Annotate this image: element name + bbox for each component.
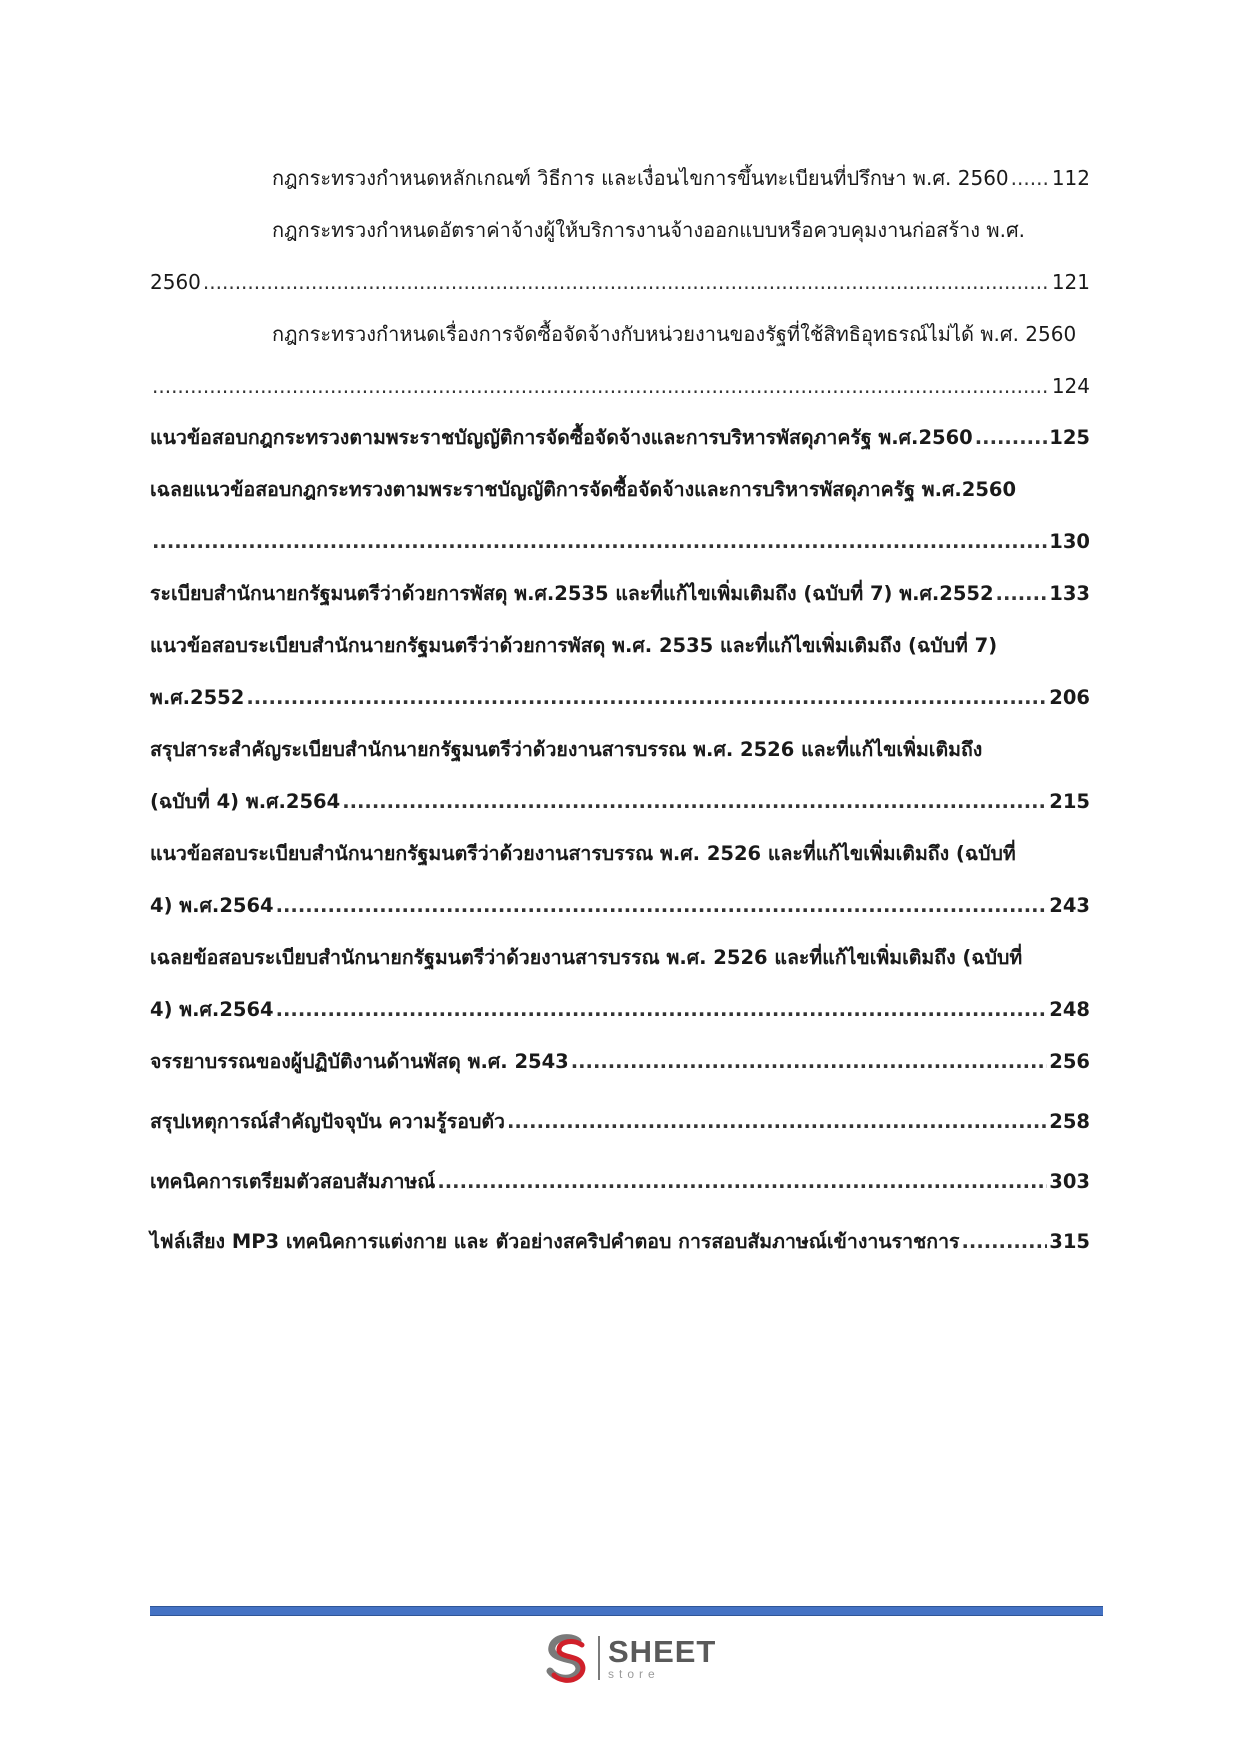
toc-entry[interactable] xyxy=(150,620,1090,724)
toc-entry-title: กฎกระทรวงกำหนดหลักเกณฑ์ วิธีการ และเงื่อนไขการขึ้นทะเบียนที่ปรึกษา พ.ศ. 2560 xyxy=(272,166,1009,190)
logo-subtitle: store xyxy=(608,1667,660,1681)
toc-leader-dots xyxy=(276,880,1048,932)
logo-separator xyxy=(598,1636,600,1680)
toc-entry[interactable] xyxy=(150,1036,1090,1088)
toc-entry[interactable] xyxy=(150,932,1090,1036)
toc-entry-title: แนวข้อสอบระเบียบสำนักนายกรัฐมนตรีว่าด้วยการพัสดุ พ.ศ. 2535 และที่แก้ไขเพิ่มเติมถึง (ฉบับที่ 7) xyxy=(150,634,998,657)
sheet-store-logo-mark-icon xyxy=(540,1631,594,1685)
toc-entry-title: สรุปสาระสำคัญระเบียบสำนักนายกรัฐมนตรีว่าด้วยงานสารบรรณ พ.ศ. 2526 และที่แก้ไขเพิ่มเติมถึง xyxy=(150,738,983,761)
toc-entry-title: ไฟล์เสียง MP3 เทคนิคการแต่งกาย และ ตัวอย่างสคริปคำตอบ การสอบสัมภาษณ์เข้างานราชการ xyxy=(150,1230,960,1253)
sheet-store-logo xyxy=(540,1628,716,1688)
toc-entry-title: จรรยาบรรณของผู้ปฏิบัติงานด้านพัสดุ พ.ศ. 2543 xyxy=(150,1050,569,1073)
logo-wordmark xyxy=(608,1636,716,1680)
toc-page-number: 215 xyxy=(1049,790,1090,813)
toc-leader-dots xyxy=(507,1096,1047,1148)
toc-entry-title-continued: 4) พ.ศ.2564 xyxy=(150,894,274,917)
toc-leader-dots xyxy=(437,1156,1047,1208)
toc-entry[interactable] xyxy=(150,464,1090,568)
toc-leader-dots xyxy=(246,672,1047,724)
toc-page-number: 124 xyxy=(1051,374,1090,398)
toc-entry[interactable] xyxy=(150,412,1090,464)
toc-leader-dots xyxy=(152,516,1047,568)
toc-entry-title: เทคนิคการเตรียมตัวสอบสัมภาษณ์ xyxy=(150,1170,436,1193)
toc-leader-dots xyxy=(152,360,1050,412)
toc-page-number: 243 xyxy=(1049,894,1090,917)
toc-entry-title: เฉลยข้อสอบระเบียบสำนักนายกรัฐมนตรีว่าด้วยงานสารบรรณ พ.ศ. 2526 และที่แก้ไขเพิ่มเติมถึง (ฉบับที่ xyxy=(150,946,1023,969)
toc-page-number: 258 xyxy=(1049,1110,1090,1133)
toc-leader-dots xyxy=(975,412,1048,464)
toc-entry-title: แนวข้อสอบกฎกระทรวงตามพระราชบัญญัติการจัดซื้อจัดจ้างและการบริหารพัสดุภาครัฐ พ.ศ.2560 xyxy=(150,426,973,449)
toc-page-number: 130 xyxy=(1049,530,1090,553)
toc-page-number: 206 xyxy=(1049,686,1090,709)
toc-leader-dots xyxy=(342,776,1047,828)
toc-entry-title: ระเบียบสำนักนายกรัฐมนตรีว่าด้วยการพัสดุ พ.ศ.2535 และที่แก้ไขเพิ่มเติมถึง (ฉบับที่ 7) พ.ศ.2552 xyxy=(150,582,994,605)
toc-entry[interactable] xyxy=(150,724,1090,828)
toc-entry-title: กฎกระทรวงกำหนดอัตราค่าจ้างผู้ให้บริการงานจ้างออกแบบหรือควบคุมงานก่อสร้าง พ.ศ. xyxy=(272,218,1026,242)
toc-entry-title: กฎกระทรวงกำหนดเรื่องการจัดซื้อจัดจ้างกับหน่วยงานของรัฐที่ใช้สิทธิอุทธรณ์ไม่ได้ พ.ศ. 2560 xyxy=(272,322,1077,346)
toc-leader-dots xyxy=(203,256,1050,308)
toc-entry[interactable] xyxy=(150,568,1090,620)
toc-page-number: 315 xyxy=(1049,1230,1090,1253)
toc-entry[interactable] xyxy=(150,1216,1090,1268)
toc-entry[interactable] xyxy=(150,204,1090,308)
toc-entry[interactable] xyxy=(150,1156,1090,1208)
toc-entry-title-continued: (ฉบับที่ 4) พ.ศ.2564 xyxy=(150,790,341,813)
toc-entry-title-continued: 2560 xyxy=(150,270,201,294)
toc-page-number: 125 xyxy=(1049,426,1090,449)
toc-entry-title: แนวข้อสอบระเบียบสำนักนายกรัฐมนตรีว่าด้วยงานสารบรรณ พ.ศ. 2526 และที่แก้ไขเพิ่มเติมถึง (ฉบับที่ xyxy=(150,842,1016,865)
toc-entry-title: สรุปเหตุการณ์สำคัญปัจจุบัน ความรู้รอบตัว xyxy=(150,1110,505,1133)
toc-entry[interactable] xyxy=(150,1096,1090,1148)
toc-page-number: 256 xyxy=(1049,1050,1090,1073)
toc-page-number: 121 xyxy=(1051,270,1090,294)
toc-entry[interactable] xyxy=(150,308,1090,412)
toc-leader-dots xyxy=(276,984,1048,1036)
toc-leader-dots xyxy=(962,1216,1048,1268)
footer-divider-bar xyxy=(150,1606,1103,1616)
toc-page-number: 112 xyxy=(1051,166,1090,190)
logo-title: SHEET xyxy=(608,1634,717,1669)
toc-entry[interactable] xyxy=(150,828,1090,932)
toc-entry-title: เฉลยแนวข้อสอบกฎกระทรวงตามพระราชบัญญัติการจัดซื้อจัดจ้างและการบริหารพัสดุภาครัฐ พ.ศ.2560 xyxy=(150,478,1017,501)
toc-page-number: 303 xyxy=(1049,1170,1090,1193)
toc-entry[interactable] xyxy=(150,152,1090,204)
toc-page-number: 248 xyxy=(1049,998,1090,1021)
toc-entry-title-continued: พ.ศ.2552 xyxy=(150,686,245,709)
toc-page-number: 133 xyxy=(1049,582,1090,605)
toc-leader-dots xyxy=(996,568,1048,620)
toc-entry-title-continued: 4) พ.ศ.2564 xyxy=(150,998,274,1021)
toc-leader-dots xyxy=(1011,152,1050,204)
toc-leader-dots xyxy=(571,1036,1048,1088)
